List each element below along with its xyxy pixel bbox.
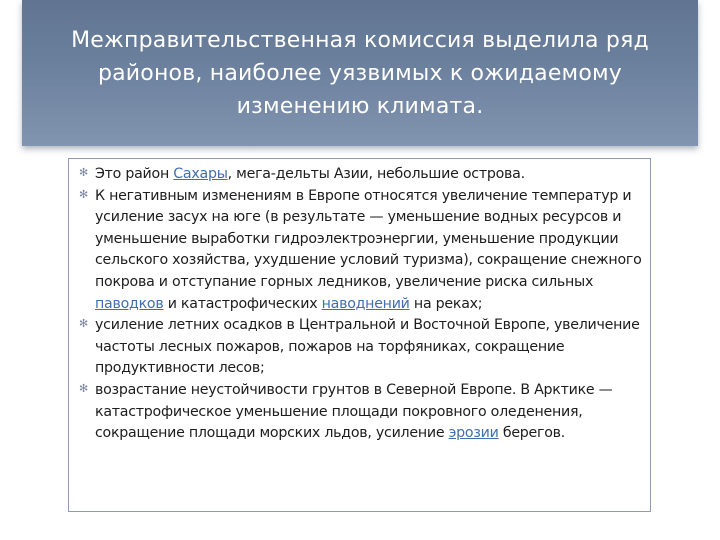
bullet-item [69,163,644,185]
title-banner [22,0,698,146]
asterisk-bullet-icon: ✻ [79,317,89,331]
text-segment: на реках; [409,295,483,312]
text-segment: берегов. [498,425,566,442]
text-segment: и катастрофических [163,295,322,312]
bullet-item [69,379,644,444]
link-navodneniya[interactable]: наводнений [321,295,410,312]
content-box [68,158,651,512]
bullet-text [95,317,640,376]
asterisk-bullet-icon: ✻ [79,166,89,179]
link-sahara[interactable]: Сахары [173,166,228,182]
bullet-text [95,382,613,441]
text-segment: Это район [95,166,174,182]
bullet-text [95,188,642,312]
text-segment: , мега-дельты Азии, небольшие острова. [227,166,525,182]
slide-title: Межправительственная комиссия выделила ряд районов, наиболее уязвимых к ожидаемому изменению климата. [71,28,649,119]
bullet-text [95,166,525,182]
asterisk-bullet-icon: ✻ [79,187,89,201]
bullet-item [69,314,644,379]
bullet-item [69,185,644,315]
asterisk-bullet-icon: ✻ [79,381,89,395]
text-segment: К негативным изменениям в Европе относятся увеличение температур и усиление засух на юге (в результате — уменьшение водных ресурсов и уменьшение выработки гидроэлектроэнергии, уменьшение продукции сельского хозяйства, ухудшение условий туризма), сокращение снежного покрова и отступание горных ледников, увеличение риска сильных [95,187,642,290]
text-segment: усиление летних осадков в Центральной и Восточной Европе, увеличение частоты лесных пожаров, пожаров на торфяниках, сокращение продуктивности лесов; [95,317,640,377]
bullet-list [69,159,650,444]
link-paavodki[interactable]: паводков [95,295,164,312]
link-erozii[interactable]: эрозии [448,425,499,442]
text-segment: возрастание неустойчивости грунтов в Северной Европе. В Арктике — катастрофическое уменьшение площади покровного оледенения, сокращение площади морских льдов, усиление [95,381,613,442]
